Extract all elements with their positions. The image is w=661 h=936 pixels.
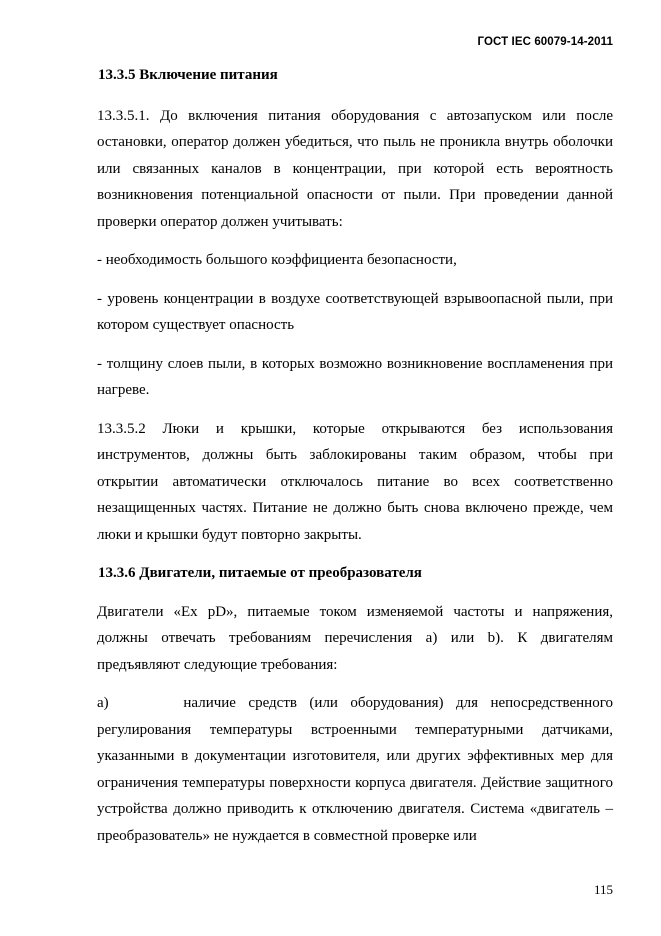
section-heading-13-3-6: 13.3.6 Двигатели, питаемые от преобразователя (98, 565, 422, 581)
page-number: 115 (593, 882, 613, 897)
section-heading-13-3-5: 13.3.5 Включение питания (98, 67, 278, 83)
bullet-safety-factor: - необходимость большого коэффициента безопасности, (97, 252, 457, 268)
paragraph-13-3-5-1: 13.3.5.1. До включения питания оборудования с автозапуском или после остановки, оператор должен убедиться, что пыль не проникла внутрь оболочки или связанных каналов в концентрации, при которой есть вероятность возникновения потенциальной опасности от пыли. При проведении данной проверки оператор должен учитывать: (97, 107, 613, 230)
paragraph-13-3-6-intro: Двигатели «Ex pD», питаемые током изменяемой частоты и напряжения, должны отвечать требованиям перечисления а) или b). К двигателям предъявляют следующие требования: (97, 603, 613, 673)
document-body (97, 56, 617, 849)
document-code-header: ГОСТ IEC 60079-14-2011 (477, 36, 613, 48)
bullet-concentration-level: - уровень концентрации в воздухе соответствующей взрывоопасной пыли, при котором существует опасность (97, 290, 613, 333)
list-item-a: а) наличие средств (или оборудования) для непосредственного регулирования температуры встроенными температурными датчиками, указанными в документации изготовителя, или других эффективных мер для ограничения температуры поверхности корпуса двигателя. Действие защитного устройства должно приводить к отключению двигателя. Система «двигатель – преобразователь» не нуждается в совместной проверке или (97, 695, 617, 844)
bullet-dust-layer-thickness: - толщину слоев пыли, в которых возможно возникновение воспламенения при нагреве. (97, 355, 613, 398)
paragraph-13-3-5-2: 13.3.5.2 Люки и крышки, которые открываются без использования инструментов, должны быть заблокированы таким образом, чтобы при открытии автоматически отключалось питание во всех соответственно незащищенных частях. Питание не должно быть снова включено прежде, чем люки и крышки будут повторно закрыты. (97, 420, 613, 543)
